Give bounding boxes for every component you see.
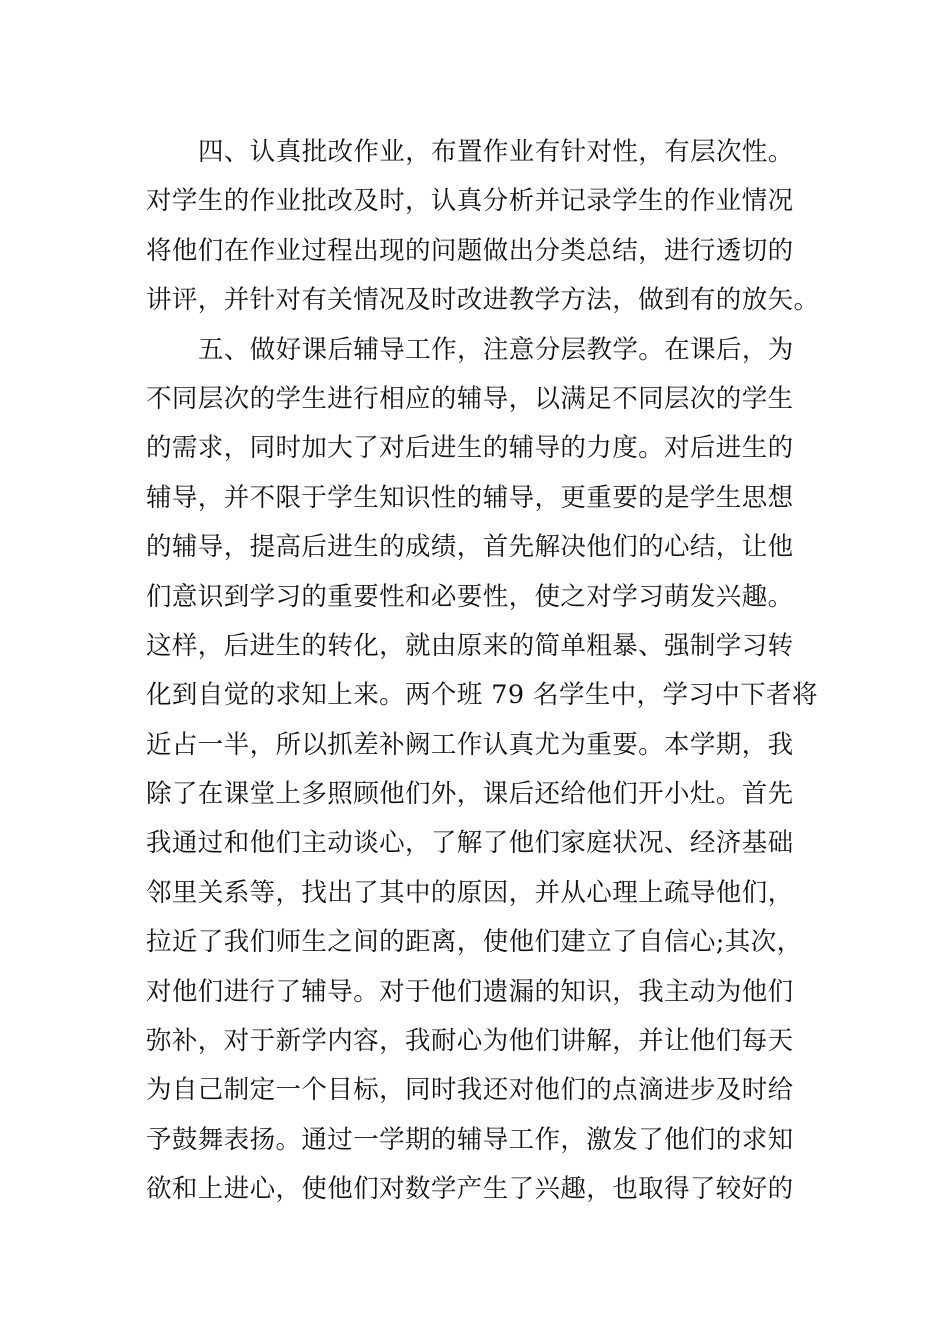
paragraph-5-line-15: 弥补，对于新学内容，我耐心为他们讲解，并让他们每天 xyxy=(146,1026,794,1057)
paragraph-5-line-10: 除了在课堂上多照顾他们外，课后还给他们开小灶。首先 xyxy=(146,779,794,810)
paragraph-5-line-4: 辅导，并不限于学生知识性的辅导，更重要的是学生思想 xyxy=(146,482,794,513)
paragraph-5-line-1: 五、做好课后辅导工作，注意分层教学。在课后，为 xyxy=(198,334,794,365)
paragraph-5-line-6: 们意识到学习的重要性和必要性，使之对学习萌发兴趣。 xyxy=(146,581,794,612)
paragraph-5-line-14: 对他们进行了辅导。对于他们遗漏的知识，我主动为他们 xyxy=(146,976,794,1007)
paragraph-5-line-11: 我通过和他们主动谈心，了解了他们家庭状况、经济基础 xyxy=(146,828,794,859)
paragraph-5-line-2: 不同层次的学生进行相应的辅导，以满足不同层次的学生 xyxy=(146,383,794,414)
paragraph-5-line-9: 近占一半，所以抓差补阙工作认真尤为重要。本学期，我 xyxy=(146,729,794,760)
paragraph-5-line-7: 这样，后进生的转化，就由原来的简单粗暴、强制学习转 xyxy=(146,630,794,661)
paragraph-4-line-1: 四、认真批改作业，布置作业有针对性，有层次性。 xyxy=(198,137,794,167)
paragraph-5-line-3: 的需求，同时加大了对后进生的辅导的力度。对后进生的 xyxy=(146,433,794,464)
paragraph-5-line-5: 的辅导，提高后进生的成绩，首先解决他们的心结，让他 xyxy=(146,532,794,563)
paragraph-5-line-13: 拉近了我们师生之间的距离，使他们建立了自信心;其次， xyxy=(146,927,803,958)
paragraph-5-line-18: 欲和上进心，使他们对数学产生了兴趣，也取得了较好的 xyxy=(146,1174,794,1205)
paragraph-5-line-8: 化到自觉的求知上来。两个班 79 名学生中，学习中下者将 xyxy=(146,680,818,711)
paragraph-4-line-3: 将他们在作业过程出现的问题做出分类总结，进行透切的 xyxy=(146,235,794,266)
paragraph-4-line-4: 讲评，并针对有关情况及时改进教学方法，做到有的放矢。 xyxy=(146,285,820,316)
paragraph-5-line-17: 予鼓舞表扬。通过一学期的辅导工作，激发了他们的求知 xyxy=(146,1124,794,1155)
paragraph-5-line-16: 为自己制定一个目标，同时我还对他们的点滴进步及时给 xyxy=(146,1075,794,1106)
paragraph-4-line-2: 对学生的作业批改及时，认真分析并记录学生的作业情况 xyxy=(146,186,794,217)
body-text xyxy=(146,128,820,1215)
paragraph-5-line-12: 邻里关系等，找出了其中的原因，并从心理上疏导他们， xyxy=(146,877,794,908)
